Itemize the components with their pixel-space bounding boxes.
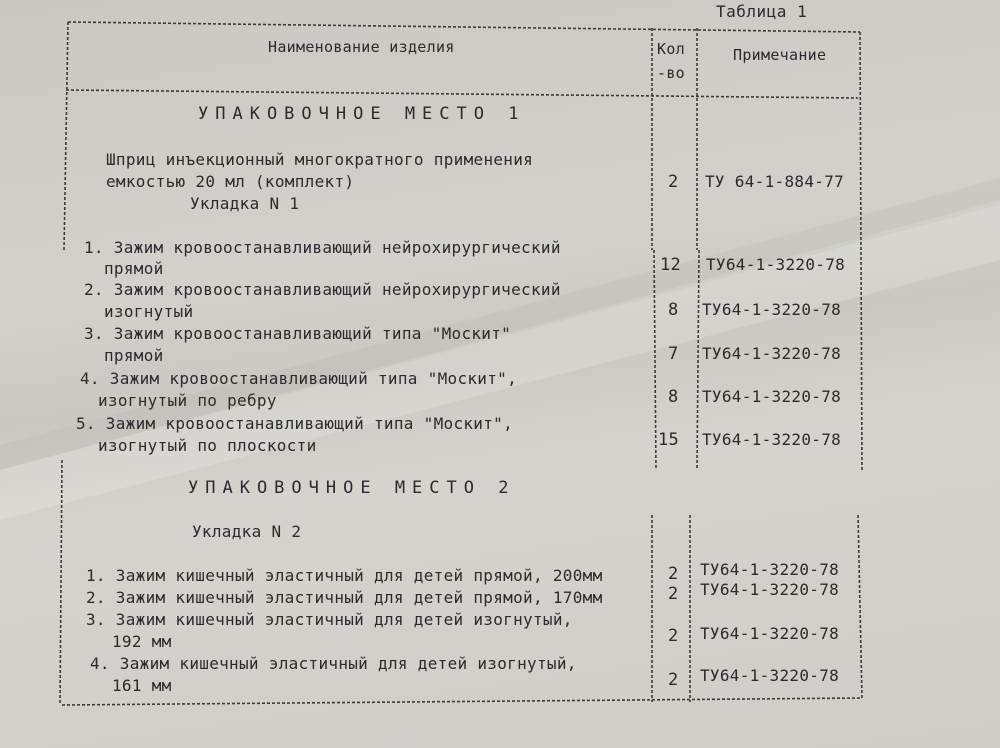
s1-item1-note: ТУ64-1-3220-78 bbox=[706, 255, 846, 274]
s2-item2-note: ТУ64-1-3220-78 bbox=[700, 580, 840, 599]
section2-title: УПАКОВОЧНОЕ МЕСТО 2 bbox=[188, 478, 516, 498]
s1-item2-line2: изогнутый bbox=[104, 302, 194, 321]
s1-item4-line1: 4. Зажим кровоостанавливающий типа "Москит", bbox=[80, 369, 518, 388]
s2-item4-line2: 161 мм bbox=[112, 676, 172, 695]
s2-item3-line1: 3. Зажим кишечный эластичный для детей изогнутый, bbox=[86, 610, 573, 629]
s1-item3-qty: 7 bbox=[668, 344, 679, 364]
kit2-title: Укладка N 2 bbox=[192, 522, 302, 541]
s1-item4-line2: изогнутый по ребру bbox=[98, 391, 277, 410]
s1-item2-line1: 2. Зажим кровоостанавливающий нейрохирургический bbox=[84, 280, 561, 299]
s1-item4-qty: 8 bbox=[668, 387, 679, 407]
s2-item1-note: ТУ64-1-3220-78 bbox=[700, 560, 840, 579]
s2-item3-note: ТУ64-1-3220-78 bbox=[700, 624, 840, 643]
header-qty-line1: Кол bbox=[657, 40, 685, 58]
s1-item5-line2: изогнутый по плоскости bbox=[98, 436, 317, 455]
s1-item3-line1: 3. Зажим кровоостанавливающий типа "Москит" bbox=[84, 324, 512, 343]
s1-item4-note: ТУ64-1-3220-78 bbox=[702, 387, 842, 406]
s2-item4-note: ТУ64-1-3220-78 bbox=[700, 666, 840, 685]
s2-item2-qty: 2 bbox=[668, 584, 679, 604]
s1-item5-qty: 15 bbox=[658, 430, 680, 450]
s2-item4-line1: 4. Зажим кишечный эластичный для детей изогнутый, bbox=[90, 654, 577, 673]
section1-title: УПАКОВОЧНОЕ МЕСТО 1 bbox=[198, 104, 526, 124]
s2-item2-line1: 2. Зажим кишечный эластичный для детей прямой, 170мм bbox=[86, 588, 603, 607]
s1-item1-line1: 1. Зажим кровоостанавливающий нейрохирургический bbox=[84, 238, 561, 257]
header-name: Наименование изделия bbox=[268, 38, 455, 56]
s1-item5-note: ТУ64-1-3220-78 bbox=[702, 430, 842, 449]
s2-item1-qty: 2 bbox=[668, 564, 679, 584]
syringe-line2: емкостью 20 мл (комплект) bbox=[106, 172, 355, 191]
header-note: Примечание bbox=[733, 46, 827, 64]
s1-item3-line2: прямой bbox=[104, 346, 164, 365]
syringe-qty: 2 bbox=[668, 172, 679, 192]
table-caption: Таблица 1 bbox=[716, 2, 808, 21]
syringe-note: ТУ 64-1-884-77 bbox=[705, 172, 845, 191]
s1-item1-line2: прямой bbox=[104, 259, 164, 278]
kit1-title: Укладка N 1 bbox=[190, 194, 300, 213]
s2-item3-line2: 192 мм bbox=[112, 632, 172, 651]
s1-item3-note: ТУ64-1-3220-78 bbox=[702, 344, 842, 363]
s1-item2-qty: 8 bbox=[668, 300, 679, 320]
s1-item2-note: ТУ64-1-3220-78 bbox=[702, 300, 842, 319]
header-qty-line2: -во bbox=[657, 64, 685, 82]
s1-item5-line1: 5. Зажим кровоостанавливающий типа "Москит", bbox=[76, 414, 514, 433]
s2-item4-qty: 2 bbox=[668, 670, 679, 690]
syringe-line1: Шприц инъекционный многократного применения bbox=[106, 150, 534, 169]
s1-item1-qty: 12 bbox=[660, 255, 682, 275]
s2-item3-qty: 2 bbox=[668, 626, 679, 646]
s2-item1-line1: 1. Зажим кишечный эластичный для детей прямой, 200мм bbox=[86, 566, 603, 585]
